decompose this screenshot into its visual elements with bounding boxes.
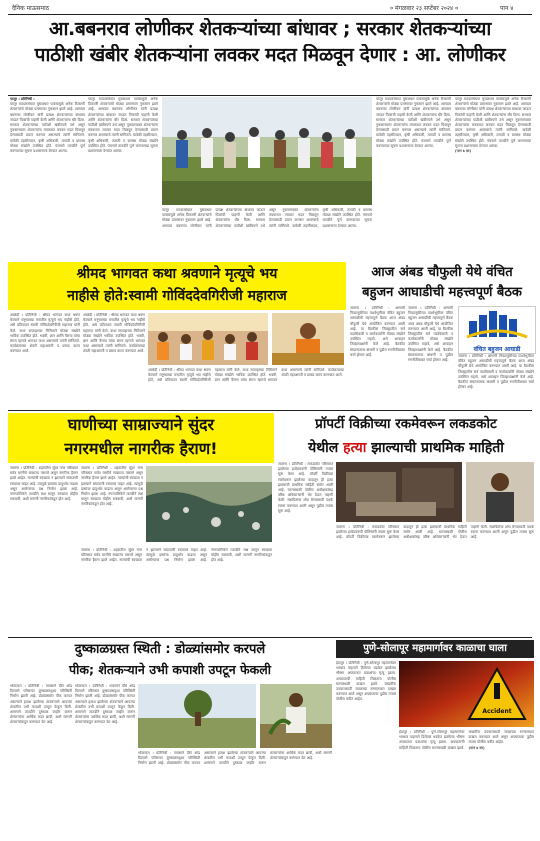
story2-col1: आळंदी । प्रतिनिधी : श्रीमद भागवत कथा श्रवण केल्याने मनुष्याच्या मनातील मृत्यूचे भय नाहीसे होते, असे प्रतिपादन स्वामी गोविंददेवगिरीजी महाराज यांनी केले. कथा सप्ताहाच्या निमित्ताने मोठ्या संख्येने भाविक उपस्थित होते. भक्ती, ज्ञान आणि वैराग्य यांचा संगम म्हणजे भागवत कथा असल्याचे त्यांनी सांगितले. कार्यक्रमाच्या शेवटी महाआरती व प्रसाद वाटप करण्यात आले. [10,313,80,354]
story1-photo-farm-visit [162,97,372,205]
story2-headline-line1: श्रीमद भागवत कथा श्रवणाने मृत्यूचे भय [76,266,278,282]
issue-date: ० मंगळवार २३ सप्टेंबर २०२४ ० [390,5,459,12]
story1-col3: परतूर मतदारसंघात मुसळधार पावसामुळे अनेक ठिकाणी शेतकऱ्यांचे मोठ्या प्रमाणावर नुकसान झाले आहे. आमदार बबनराव लोणीकर यांनी प्रत्यक्ष शेतकऱ्यांच्या बांधावर जाऊन पिकांची पाहणी केली आणि शेतकऱ्यांना धीर दिला. सरकार शेतकऱ्यांच्या पाठीशी खंबीरपणे उभे असून नुकसानग्रस्त शेतकऱ्यांना लवकरात लवकर मदत मिळवून देण्यासाठी प्रयत्न करणार असल्याचे त्यांनी सांगितले. यावेळी तहसीलदार, कृषी अधिकारी, तलाठी व ग्रामस्थ मोठ्या संख्येने उपस्थित होते. पंचनामे तातडीने पूर्ण करण्याच्या सूचना प्रशासनाला देण्यात आल्या. [162,208,372,228]
story6-headline-line1: दुष्काळग्रस्त स्थिती : डोळ्यांसमोर करपले [74,642,266,657]
story1-col2: परतूर मतदारसंघात मुसळधार पावसामुळे अनेक ठिकाणी शेतकऱ्यांचे मोठ्या प्रमाणावर नुकसान झाले आहे. आमदार बबनराव लोणीकर यांनी प्रत्यक्ष शेतकऱ्यांच्या बांधावर जाऊन पिकांची पाहणी केली आणि शेतकऱ्यांना धीर दिला. सरकार शेतकऱ्यांच्या पाठीशी खंबीरपणे उभे असून नुकसानग्रस्त शेतकऱ्यांना लवकरात लवकर मदत मिळवून देण्यासाठी प्रयत्न करणार असल्याचे त्यांनी सांगितले. यावेळी तहसीलदार, कृषी अधिकारी, तलाठी व ग्रामस्थ मोठ्या संख्येने उपस्थित होते. पंचनामे तातडीने पूर्ण करण्याच्या सूचना प्रशासनाला देण्यात आल्या. [88,97,158,154]
newspaper-name: दैनिक माऊसमाठ [12,5,50,12]
story3-headline-line1: आज अंबड चौफुली येथे वंचित [371,265,513,280]
story6-photo-field [138,684,256,748]
vba-logo-text: वंचित बहुजन आघाडी [473,346,521,353]
story7-col2: इंदापूर । प्रतिनिधी : पुणे-सोलापूर महामार्गावर भरधाव वाहनाने दिलेल्या धडकेत झालेल्या भीषण अपघातात प्रवाशांचा मृत्यू झाला. अपघाताची माहिती मिळताच पोलीस घटनास्थळी दाखल झाले. जखमींना उपचारासाठी जवळच्या रुग्णालयात दाखल करण्यात आले असून अपघाताचा पुढील तपास पोलीस करीत आहेत. (पान ७ वर) [399,730,534,750]
story3-col3: जालना । प्रतिनिधी : आगामी निवडणुकीच्या पार्श्वभूमीवर वंचित बहुजन आघाडीची महत्त्वपूर्ण बैठक आज अंबड चौफुली येथे आयोजित करण्यात आली आहे. या बैठकीस जिल्ह्यातील सर्व पदाधिकारी व कार्यकर्त्यांनी मोठ्या संख्येने उपस्थित राहावे, असे आवाहन जिल्हाध्यक्षांनी केले आहे. बैठकीत संघटनात्मक बांधणी व पुढील रणनीतीबाबत चर्चा होणार आहे. [458,354,534,390]
story4-headline-line1: घाणीच्या साम्राज्याने सुंदर [67,415,215,434]
story5-col2: जालना । प्रतिनिधी : लकडकोट परिसरात झालेल्या हत्येप्रकरणी पोलिसांनी तपास सुरू केला आहे. प्रॉपर्टी विक्रीच्या रकमेवरून झालेल्या वादातून ही हत्या झाल्याची प्राथमिक माहिती समोर आली आहे. घटनास्थळी पोलीस अधीक्षकांसह वरिष्ठ अधिकाऱ्यांनी भेट देऊन पाहणी केली. संशयितांचा शोध घेण्यासाठी पथके रवाना करण्यात आली असून पुढील तपास सुरू आहे. [336,525,534,540]
story2-photo-devotees [148,313,268,365]
story1-rule [8,95,532,96]
story7-continued: (पान ७ वर) [468,745,485,750]
accident-sign-text: Accident [482,708,512,715]
story4-headline-line2: नगरमधील नागरीक हैराण! [64,439,218,458]
story1-continued: (पान ७ वर) [455,149,472,154]
story1-headline-line1: आ.बबनराव लोणीकर शेतकऱ्यांच्या बांधावर ; सरकार शेतकऱ्यांच्या [48,18,492,40]
story6-col1: भोकरदन । प्रतिनिधी : पावसाने दीर्घ ओढ दिल्याने परिसरात दुष्काळसदृश्य परिस्थिती निर्माण झाली आहे. डोळ्यांसमोर पीक करपत असल्याने हताश झालेल्या शेतकऱ्याने आपल्या शेतातील उभी कपाशी उपटून फेकून दिली. शासनाने तातडीने दुष्काळ जाहीर करून शेतकऱ्यांना आर्थिक मदत द्यावी, अशी मागणी शेतकऱ्यांकडून करण्यात येत आहे. [10,684,72,725]
story7-headline: पुणे-सोलापूर महामार्गावर काळाचा घाला [336,640,534,658]
story4-photo-garbage [146,466,272,542]
story4-col1: जालना । प्रतिनिधी : शहरातील सुंदर नगर परिसरात सर्वत्र घाणीचे साम्राज्य पसरले असून नागरिक हैराण झाले आहेत. नाल्यांची स्वच्छता न झाल्याने सांडपाणी रस्त्यावर वाहत आहे. त्यामुळे डासांचा प्रादुर्भाव वाढला असून आरोग्याचा प्रश्न निर्माण झाला आहे. नगरपालिकेने तातडीने लक्ष घालून स्वच्छता मोहीम राबवावी, अशी मागणी नागरिकांकडून होत आहे. [10,466,78,502]
story5-headline-line2: येथील हत्या झाल्याची प्राथमिक माहिती [308,440,504,456]
story2-headline-line2: नाहीसे होते:स्वामी गोविंददेवगिरीजी महाराज [67,288,287,304]
story7-col1: इंदापूर । प्रतिनिधी : पुणे-सोलापूर महामार्गावर भरधाव वाहनाने दिलेल्या धडकेत झालेल्या भीषण अपघातात प्रवाशांचा मृत्यू झाला. अपघाताची माहिती मिळताच पोलीस घटनास्थळी दाखल झाले. जखमींना उपचारासाठी जवळच्या रुग्णालयात दाखल करण्यात आले असून अपघाताचा पुढील तपास पोलीस करीत आहेत. [336,661,396,702]
story5-col1: जालना । प्रतिनिधी : लकडकोट परिसरात झालेल्या हत्येप्रकरणी पोलिसांनी तपास सुरू केला आहे. प्रॉपर्टी विक्रीच्या रकमेवरून झालेल्या वादातून ही हत्या झाल्याची प्राथमिक माहिती समोर आली आहे. घटनास्थळी पोलीस अधीक्षकांसह वरिष्ठ अधिकाऱ्यांनी भेट देऊन पाहणी केली. संशयितांचा शोध घेण्यासाठी पथके रवाना करण्यात आली असून पुढील तपास सुरू आहे. [278,462,333,513]
page-number: पान ४ [500,5,514,12]
story4-col2: जालना । प्रतिनिधी : शहरातील सुंदर नगर परिसरात सर्वत्र घाणीचे साम्राज्य पसरले असून नागरिक हैराण झाले आहेत. नाल्यांची स्वच्छता न झाल्याने सांडपाणी रस्त्यावर वाहत आहे. त्यामुळे डासांचा प्रादुर्भाव वाढला असून आरोग्याचा प्रश्न निर्माण झाला आहे. नगरपालिकेने तातडीने लक्ष घालून स्वच्छता मोहीम राबवावी, अशी मागणी नागरिकांकडून होत आहे. [81,466,143,507]
story2-photo-swami [272,313,344,365]
masthead-rule [8,14,532,15]
story5-photo-crime-scene [336,462,462,522]
vba-logo [458,306,536,354]
story3-headline-line2: बहुजन आघाडीची महत्त्वपूर्ण बैठक [362,285,522,300]
story1-headline-line2: पाठीशी खंबीर शेतकऱ्यांना लवकर मदत मिळवून देणार : आ. लोणीकर [34,44,506,66]
story7-photo-accident [399,661,534,727]
story1-col1: परतूर । प्रतिनिधी : परतूर मतदारसंघात मुसळधार पावसामुळे अनेक ठिकाणी शेतकऱ्यांचे मोठ्या प्रमाणावर नुकसान झाले आहे. आमदार बबनराव लोणीकर यांनी प्रत्यक्ष शेतकऱ्यांच्या बांधावर जाऊन पिकांची पाहणी केली आणि शेतकऱ्यांना धीर दिला. सरकार शेतकऱ्यांच्या पाठीशी खंबीरपणे उभे असून नुकसानग्रस्त शेतकऱ्यांना लवकरात लवकर मदत मिळवून देण्यासाठी प्रयत्न करणार असल्याचे त्यांनी सांगितले. यावेळी तहसीलदार, कृषी अधिकारी, तलाठी व ग्रामस्थ मोठ्या संख्येने उपस्थित होते. पंचनामे तातडीने पूर्ण करण्याच्या सूचना प्रशासनाला देण्यात आल्या. [10,97,85,154]
story3-col1: जालना । प्रतिनिधी : आगामी निवडणुकीच्या पार्श्वभूमीवर वंचित बहुजन आघाडीची महत्त्वपूर्ण बैठक आज अंबड चौफुली येथे आयोजित करण्यात आली आहे. या बैठकीस जिल्ह्यातील सर्व पदाधिकारी व कार्यकर्त्यांनी मोठ्या संख्येने उपस्थित राहावे, असे आवाहन जिल्हाध्यक्षांनी केले आहे. बैठकीत संघटनात्मक बांधणी व पुढील रणनीतीबाबत चर्चा होणार आहे. [350,306,405,357]
story1-col4: परतूर मतदारसंघात मुसळधार पावसामुळे अनेक ठिकाणी शेतकऱ्यांचे मोठ्या प्रमाणावर नुकसान झाले आहे. आमदार बबनराव लोणीकर यांनी प्रत्यक्ष शेतकऱ्यांच्या बांधावर जाऊन पिकांची पाहणी केली आणि शेतकऱ्यांना धीर दिला. सरकार शेतकऱ्यांच्या पाठीशी खंबीरपणे उभे असून नुकसानग्रस्त शेतकऱ्यांना लवकरात लवकर मदत मिळवून देण्यासाठी प्रयत्न करणार असल्याचे त्यांनी सांगितले. यावेळी तहसीलदार, कृषी अधिकारी, तलाठी व ग्रामस्थ मोठ्या संख्येने उपस्थित होते. पंचनामे तातडीने पूर्ण करण्याच्या सूचना प्रशासनाला देण्यात आल्या. [376,97,451,148]
story5-headline-line1: प्रॉपर्टी विक्रीच्या रकमेवरून लकडकोट [315,416,497,432]
mid-rule [8,410,532,411]
story1-dateline: परतूर । प्रतिनिधी : [10,97,35,101]
story5-headline-red-word: हत्या [343,440,367,456]
story5-photo-suspect [466,462,534,522]
bottom-rule [8,637,532,638]
story3-col2: जालना । प्रतिनिधी : आगामी निवडणुकीच्या पार्श्वभूमीवर वंचित बहुजन आघाडीची महत्त्वपूर्ण बैठक आज अंबड चौफुली येथे आयोजित करण्यात आली आहे. या बैठकीस जिल्ह्यातील सर्व पदाधिकारी व कार्यकर्त्यांनी मोठ्या संख्येने उपस्थित राहावे, असे आवाहन जिल्हाध्यक्षांनी केले आहे. बैठकीत संघटनात्मक बांधणी व पुढील रणनीतीबाबत चर्चा होणार आहे. [408,306,453,363]
story6-col2: भोकरदन । प्रतिनिधी : पावसाने दीर्घ ओढ दिल्याने परिसरात दुष्काळसदृश्य परिस्थिती निर्माण झाली आहे. डोळ्यांसमोर पीक करपत असल्याने हताश झालेल्या शेतकऱ्याने आपल्या शेतातील उभी कपाशी उपटून फेकून दिली. शासनाने तातडीने दुष्काळ जाहीर करून शेतकऱ्यांना आर्थिक मदत द्यावी, अशी मागणी शेतकऱ्यांकडून करण्यात येत आहे. [75,684,135,725]
story4-col3: जालना । प्रतिनिधी : शहरातील सुंदर नगर परिसरात सर्वत्र घाणीचे साम्राज्य पसरले असून नागरिक हैराण झाले आहेत. नाल्यांची स्वच्छता न झाल्याने सांडपाणी रस्त्यावर वाहत आहे. त्यामुळे डासांचा प्रादुर्भाव वाढला असून आरोग्याचा प्रश्न निर्माण झाला आहे. नगरपालिकेने तातडीने लक्ष घालून स्वच्छता मोहीम राबवावी, अशी मागणी नागरिकांकडून होत आहे. [81,548,272,563]
story6-photo-farmer [260,684,332,748]
story6-headline-line2: पीक; शेतकऱ्याने उभी कपाशी उपटून फेकली [69,662,271,677]
story2-col2: आळंदी । प्रतिनिधी : श्रीमद भागवत कथा श्रवण केल्याने मनुष्याच्या मनातील मृत्यूचे भय नाहीसे होते, असे प्रतिपादन स्वामी गोविंददेवगिरीजी महाराज यांनी केले. कथा सप्ताहाच्या निमित्ताने मोठ्या संख्येने भाविक उपस्थित होते. भक्ती, ज्ञान आणि वैराग्य यांचा संगम म्हणजे भागवत कथा असल्याचे त्यांनी सांगितले. कार्यक्रमाच्या शेवटी महाआरती व प्रसाद वाटप करण्यात आले. [83,313,145,354]
story6-col3: भोकरदन । प्रतिनिधी : पावसाने दीर्घ ओढ दिल्याने परिसरात दुष्काळसदृश्य परिस्थिती निर्माण झाली आहे. डोळ्यांसमोर पीक करपत असल्याने हताश झालेल्या शेतकऱ्याने आपल्या शेतातील उभी कपाशी उपटून फेकून दिली. शासनाने तातडीने दुष्काळ जाहीर करून शेतकऱ्यांना आर्थिक मदत द्यावी, अशी मागणी शेतकऱ्यांकडून करण्यात येत आहे. [138,751,332,766]
story1-col5: परतूर मतदारसंघात मुसळधार पावसामुळे अनेक ठिकाणी शेतकऱ्यांचे मोठ्या प्रमाणावर नुकसान झाले आहे. आमदार बबनराव लोणीकर यांनी प्रत्यक्ष शेतकऱ्यांच्या बांधावर जाऊन पिकांची पाहणी केली आणि शेतकऱ्यांना धीर दिला. सरकार शेतकऱ्यांच्या पाठीशी खंबीरपणे उभे असून नुकसानग्रस्त शेतकऱ्यांना लवकरात लवकर मदत मिळवून देण्यासाठी प्रयत्न करणार असल्याचे त्यांनी सांगितले. यावेळी तहसीलदार, कृषी अधिकारी, तलाठी व ग्रामस्थ मोठ्या संख्येने उपस्थित होते. पंचनामे तातडीने पूर्ण करण्याच्या सूचना प्रशासनाला देण्यात आल्या. (पान ७ वर) [455,97,531,154]
story2-col3: आळंदी । प्रतिनिधी : श्रीमद भागवत कथा श्रवण केल्याने मनुष्याच्या मनातील मृत्यूचे भय नाहीसे होते, असे प्रतिपादन स्वामी गोविंददेवगिरीजी महाराज यांनी केले. कथा सप्ताहाच्या निमित्ताने मोठ्या संख्येने भाविक उपस्थित होते. भक्ती, ज्ञान आणि वैराग्य यांचा संगम म्हणजे भागवत कथा असल्याचे त्यांनी सांगितले. कार्यक्रमाच्या शेवटी महाआरती व प्रसाद वाटप करण्यात आले. [148,368,344,383]
